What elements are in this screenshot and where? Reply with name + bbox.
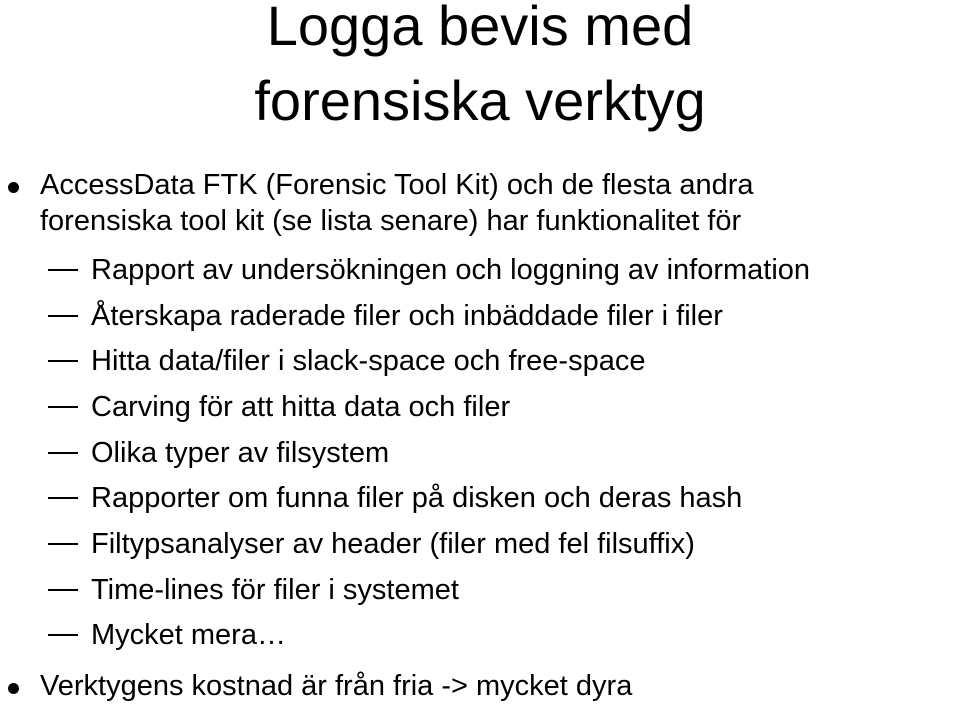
dash-icon — [48, 497, 78, 499]
dash-icon — [48, 543, 78, 545]
dash-icon — [48, 589, 78, 591]
slide-title-line-1: Logga bevis med — [266, 0, 694, 57]
sub-item-7: Filtypsanalyser av header (filer med fel filsuffix) — [91, 528, 695, 560]
sub-item-4: Carving för att hitta data och filer — [91, 391, 511, 423]
dash-icon — [48, 360, 78, 362]
bullet-dot-icon — [8, 683, 19, 694]
bullet-1-line-1: AccessData FTK (Forensic Tool Kit) och de flesta andra — [40, 169, 754, 201]
slide-title-line-2: forensiska verktyg — [254, 69, 706, 132]
sub-item-8: Time-lines för filer i systemet — [91, 574, 459, 606]
bullet-2: Verktygens kostnad är från fria -> mycket dyra — [40, 670, 633, 702]
dash-icon — [48, 315, 78, 317]
dash-icon — [48, 452, 78, 454]
sub-item-9: Mycket mera… — [91, 619, 286, 651]
dash-icon — [48, 634, 78, 636]
bullet-1-line-2: forensiska tool kit (se lista senare) har funktionalitet för — [40, 205, 742, 237]
sub-item-5: Olika typer av filsystem — [91, 437, 390, 469]
dash-icon — [48, 406, 78, 408]
dash-icon — [48, 269, 78, 271]
sub-item-2: Återskapa raderade filer och inbäddade filer i filer — [91, 300, 723, 332]
sub-item-6: Rapporter om funna filer på disken och deras hash — [91, 482, 743, 514]
sub-item-1: Rapport av undersökningen och loggning av information — [91, 254, 811, 286]
sub-item-3: Hitta data/filer i slack-space och free-space — [91, 345, 646, 377]
bullet-dot-icon — [8, 182, 19, 193]
